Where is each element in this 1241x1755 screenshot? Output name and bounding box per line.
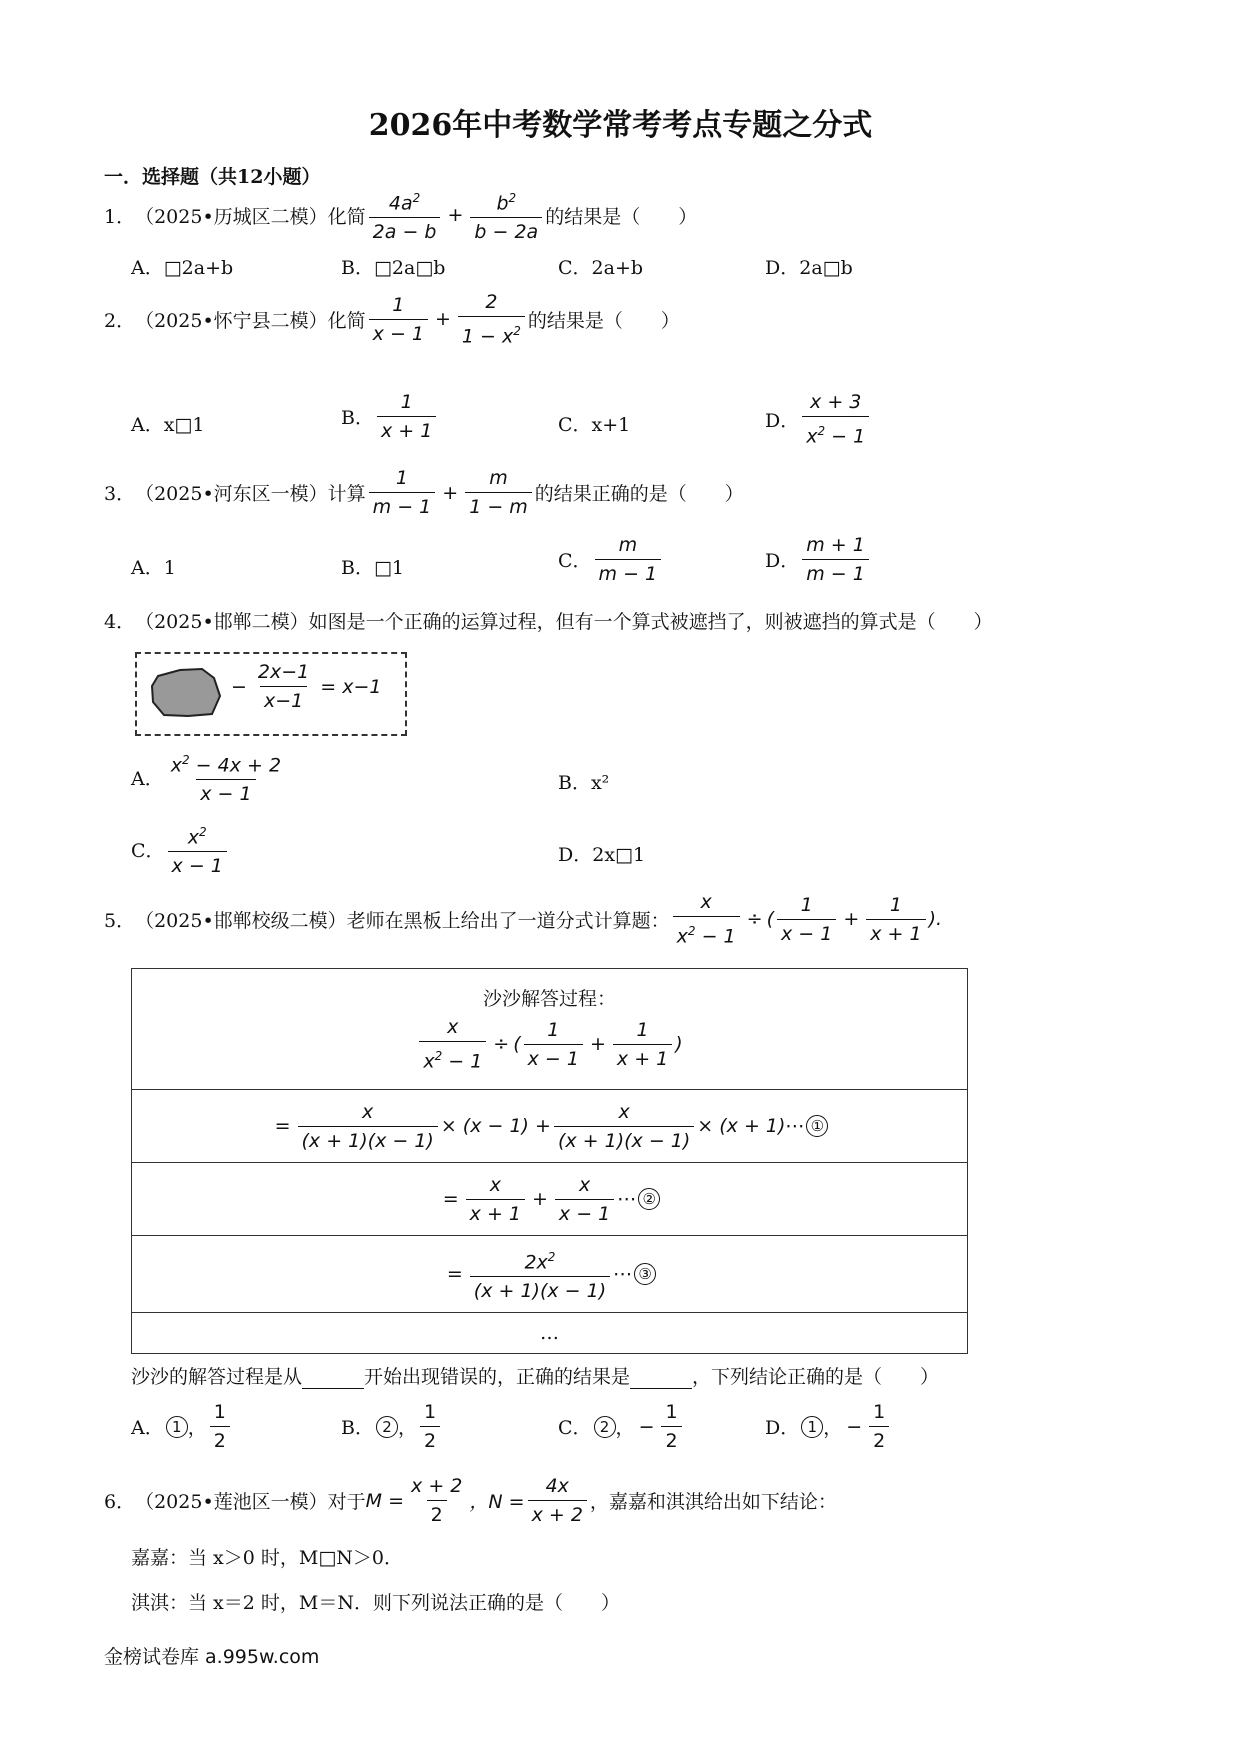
q1-option-a[interactable]: A．□2a+b [131, 257, 234, 279]
q-source: （2025•历城区二模）化简 [135, 205, 366, 228]
q5-prompt: 沙沙的解答过程是从 开始出现错误的，正确的结果是 ，下列结论正确的是（ ） [131, 1366, 940, 1388]
fraction: $\frac{b^2}{b - 2a}$ [470, 186, 542, 244]
q5-option-c[interactable]: C． 2 ， − $\frac{1}{2}$ [558, 1400, 685, 1453]
section-heading: 一．选择题（共12小题） [104, 166, 321, 188]
qiqi-statement: 淇淇：当 x＝2 时，M＝N．则下列说法正确的是（ ） [131, 1592, 620, 1614]
q1-option-b[interactable]: B．□2a□b [341, 257, 446, 279]
footer-watermark: 金榜试卷库 a.995w.com [104, 1646, 320, 1668]
solution-ellipsis: … [132, 1313, 968, 1354]
q3-option-d[interactable]: D． $\frac{m + 1}{m - 1}$ [765, 533, 872, 586]
q3-option-b[interactable]: B．□1 [341, 557, 405, 579]
question-3: 3． （2025•河东区一模）计算 $\frac{1}{m - 1}$ + $\frac{m}{1 - m}$ 的结果正确的是（ ） [104, 467, 744, 518]
fraction: $\frac{2}{1 - x^2}$ [458, 290, 525, 348]
q-number: 1． [104, 205, 136, 228]
fraction: $\frac{4a^2}{2a - b}$ [369, 186, 441, 244]
box-equation: − $\frac{2x-1}{x-1}$ = x−1 [231, 661, 382, 712]
occluding-stone [150, 666, 222, 718]
fraction: $\frac{1}{x - 1}$ [369, 293, 428, 346]
solution-table [131, 968, 968, 1354]
jiajia-statement: 嘉嘉：当 x＞0 时，M□N＞0． [131, 1547, 404, 1569]
q2-option-c[interactable]: C．x+1 [558, 414, 631, 436]
q4-option-a[interactable]: A． $\frac{x^2 - 4x + 2}{x - 1}$ [131, 753, 282, 806]
q3-option-a[interactable]: A．1 [131, 557, 176, 579]
hidden-expression-box [135, 652, 407, 736]
q2-option-b[interactable]: B． $\frac{1}{x + 1}$ [341, 390, 439, 443]
answer-blank-2[interactable] [630, 1370, 692, 1389]
q5-option-a[interactable]: A． 1 ， $\frac{1}{2}$ [131, 1400, 233, 1453]
q4-option-c[interactable]: C． $\frac{x^2}{x - 1}$ [131, 820, 230, 878]
q3-option-c[interactable]: C． $\frac{m}{m - 1}$ [558, 533, 664, 586]
page-title: 2026年中考数学常考考点专题之分式 [368, 108, 873, 143]
question-2: 2． （2025•怀宁县二模）化简 $\frac{1}{x - 1}$ + $\frac{2}{1 - x^2}$ 的结果是（ ） [104, 291, 680, 348]
solution-header-row: 沙沙解答过程： $\frac{x}{x^2 - 1}$ ÷ ( $\frac{1}{x - 1}$ + $\frac{1}{x + 1}$ ) [132, 969, 968, 1090]
q-tail: 的结果是（ ） [545, 205, 698, 228]
q5-option-b[interactable]: B． 2 ， $\frac{1}{2}$ [341, 1400, 443, 1453]
q5-option-d[interactable]: D． 1 ， − $\frac{1}{2}$ [765, 1400, 892, 1453]
q1-option-d[interactable]: D．2a□b [765, 257, 853, 279]
q4-option-b[interactable]: B．x² [558, 772, 610, 794]
question-6: 6． （2025•莲池区一模）对于 M = $\frac{x + 2}{2}$ ，N = $\frac{4x}{x + 2}$ ，嘉嘉和淇淇给出如下结论： [104, 1475, 837, 1526]
q2-option-a[interactable]: A．x□1 [131, 414, 205, 436]
solution-step-3: = $\frac{2x^2}{(x + 1)(x - 1)}$ ⋯ ③ [132, 1236, 968, 1313]
q2-option-d[interactable]: D． $\frac{x + 3}{x^2 - 1}$ [765, 390, 872, 448]
q4-option-d[interactable]: D．2x□1 [558, 844, 646, 866]
solution-step-1: = $\frac{x}{(x + 1)(x - 1)}$ × (x − 1) + $\frac{x}{(x + 1)(x - 1)}$ × (x + 1)⋯ ① [132, 1090, 968, 1163]
question-1: 1． （2025•历城区二模）化简 $\frac{4a^2}{2a - b}$ + $\frac{b^2}{b - 2a}$ 的结果是（ ） [104, 186, 697, 244]
solution-step-2: = $\frac{x}{x + 1}$ + $\frac{x}{x - 1}$ ⋯ ② [132, 1163, 968, 1236]
question-4: 4． （2025•邯郸二模）如图是一个正确的运算过程，但有一个算式被遮挡了，则被遮挡的算式是（ ） [104, 611, 993, 633]
q1-option-c[interactable]: C．2a+b [558, 257, 644, 279]
answer-blank-1[interactable] [302, 1370, 364, 1389]
question-5: 5． （2025•邯郸校级二模）老师在黑板上给出了一道分式计算题： $\frac{x}{x^2 - 1}$ ÷ ( $\frac{1}{x - 1}$ + $\frac{1}{x + 1}$ ). [104, 891, 943, 948]
